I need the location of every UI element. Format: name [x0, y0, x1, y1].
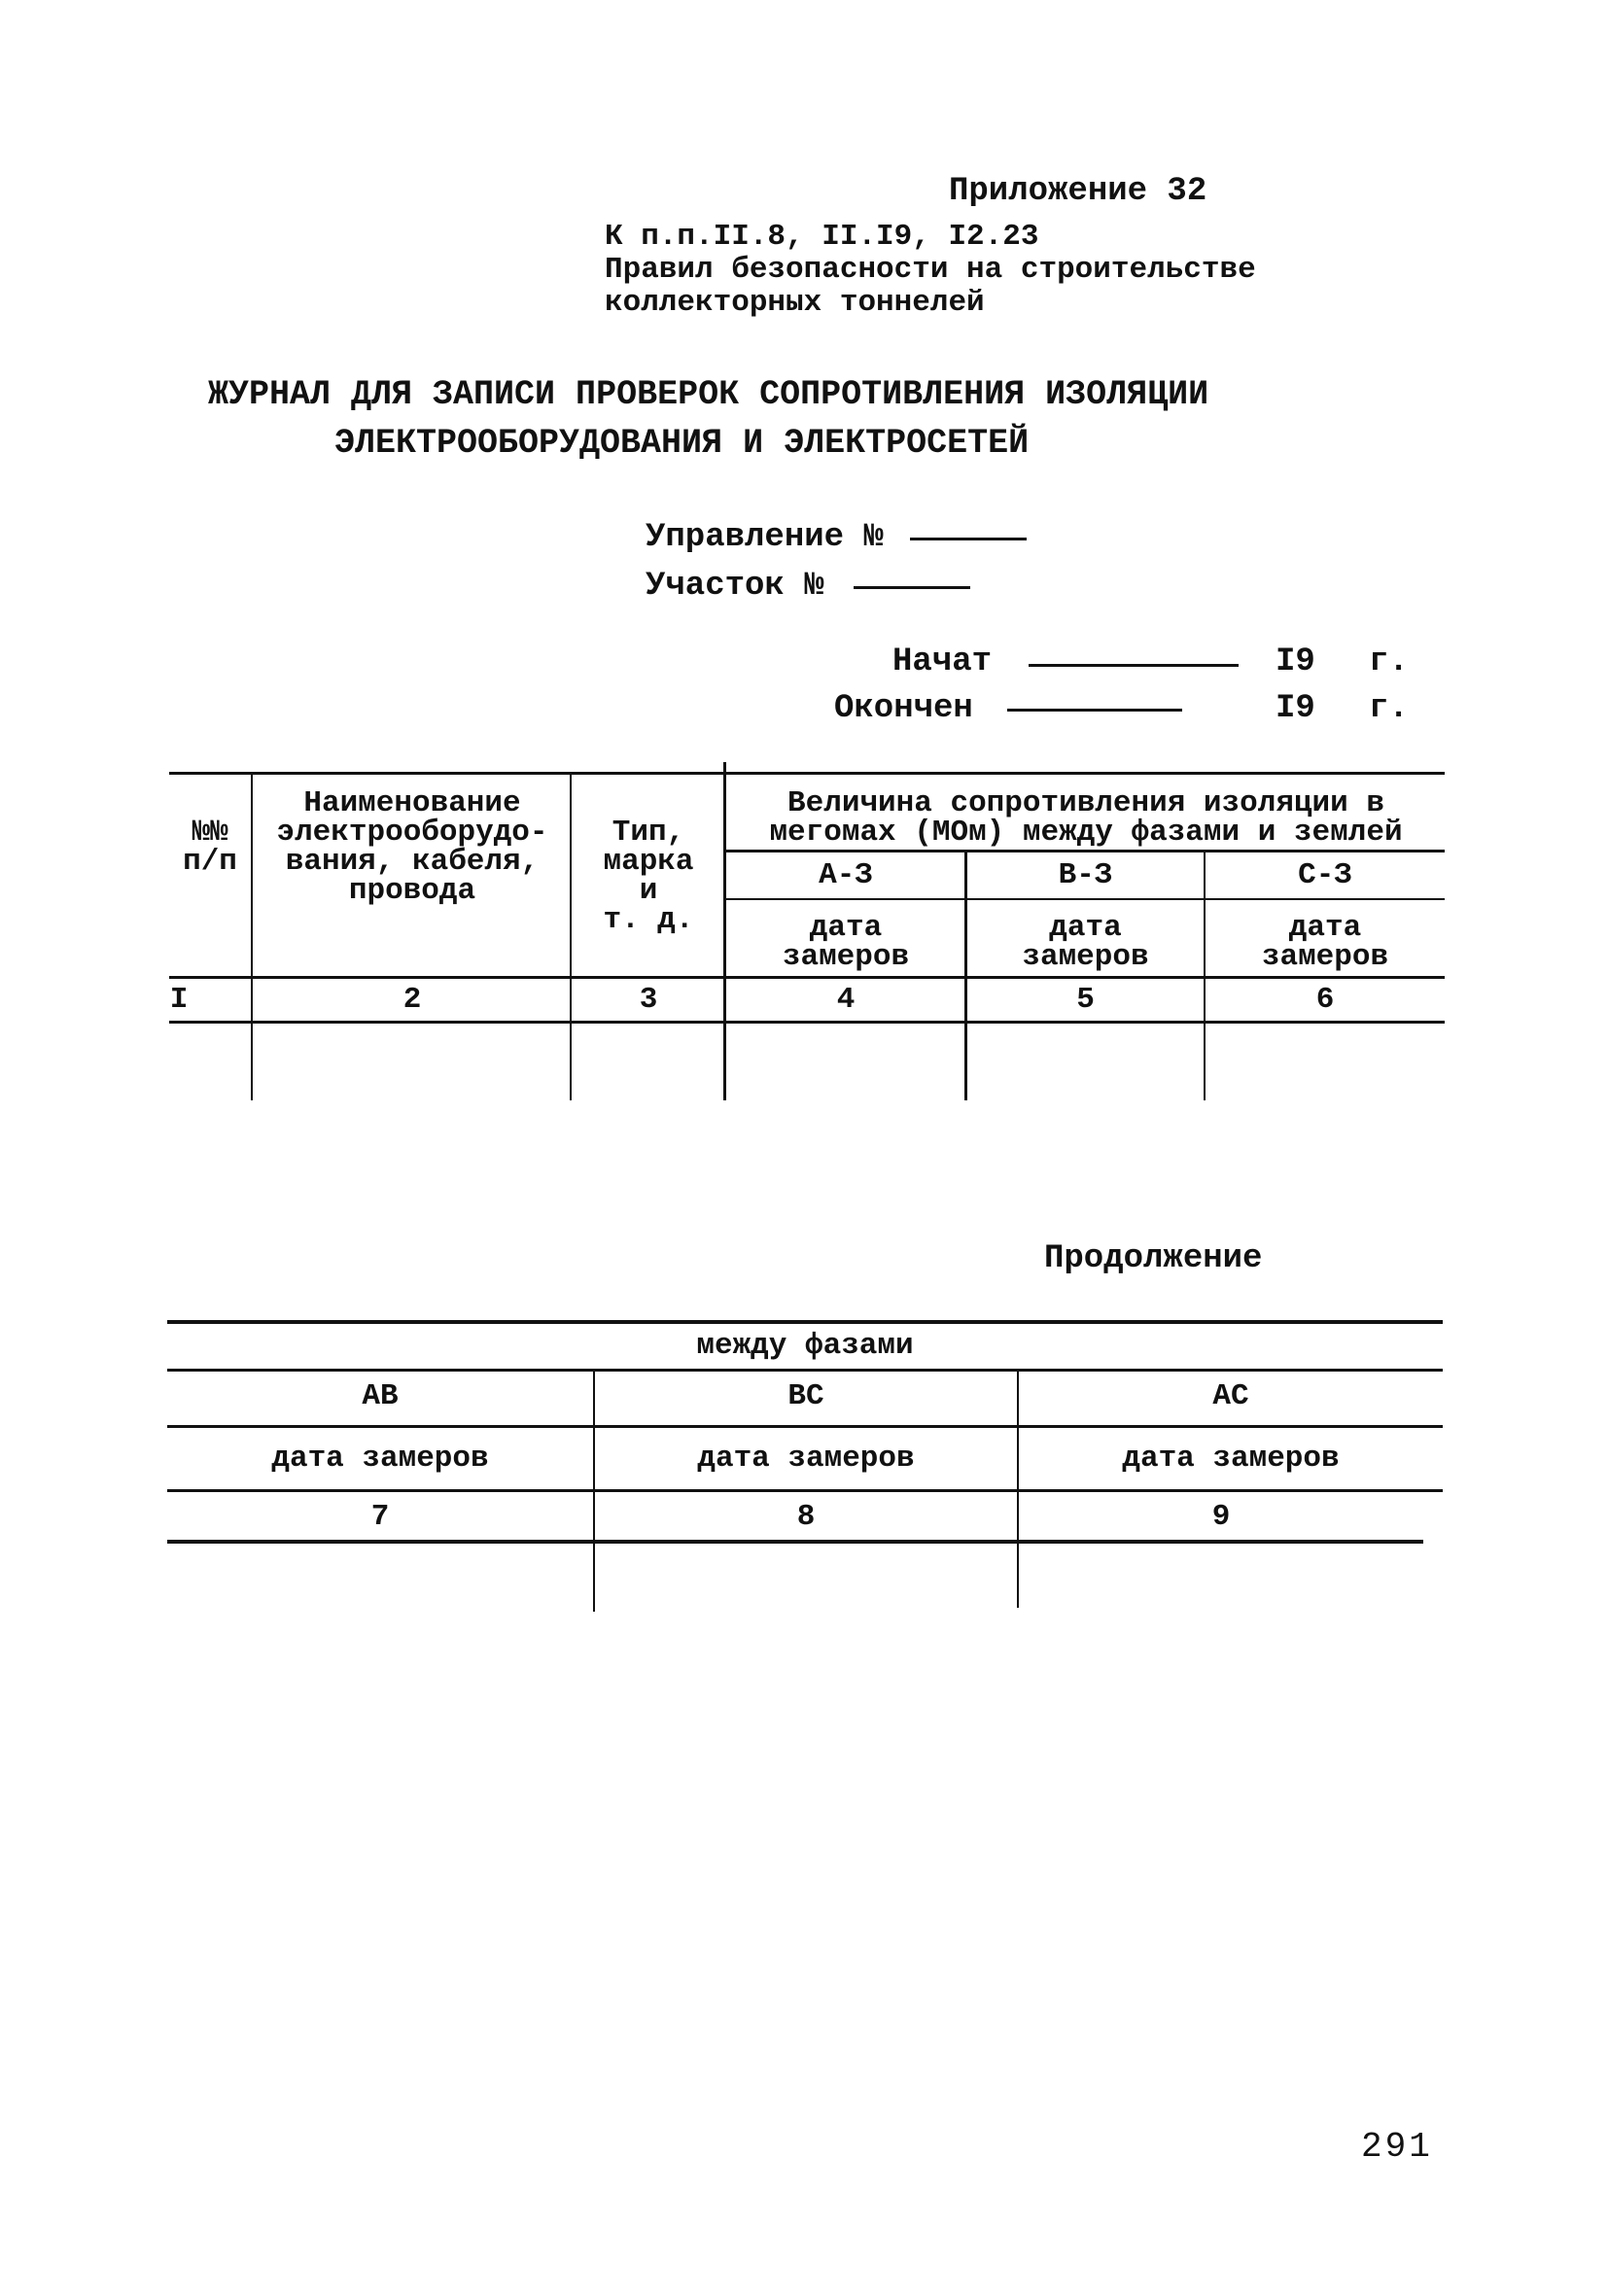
- management-label: Управление №: [646, 519, 884, 556]
- col-num-3: 3: [639, 983, 658, 1017]
- phase-ab: АВ: [362, 1379, 399, 1413]
- started-year-suffix: г.: [1369, 644, 1409, 680]
- phase-c-earth: С-З: [1298, 858, 1352, 892]
- phase-ac: АС: [1212, 1379, 1249, 1413]
- table1-phase-underline: [723, 898, 1445, 900]
- table1-numbers-bottom: [169, 1021, 1445, 1024]
- date-label-bc: дата замеров: [697, 1442, 915, 1476]
- col-number-header: №№ п/п: [183, 816, 237, 879]
- table2-top-border: [167, 1320, 1443, 1324]
- table1-header-bottom: [169, 976, 1445, 979]
- date-label-b: дата замеров: [1022, 911, 1149, 974]
- date-label-ab: дата замеров: [271, 1442, 489, 1476]
- reference-line-1: К п.п.II.8, II.I9, I2.23: [605, 220, 1039, 254]
- between-phases-header: между фазами: [696, 1329, 914, 1363]
- col-num-5: 5: [1076, 983, 1095, 1017]
- finished-label: Окончен: [834, 690, 973, 727]
- started-year-prefix: I9: [1276, 644, 1315, 680]
- finished-year-suffix: г.: [1369, 690, 1409, 727]
- document-title-line-2: ЭЛЕКТРООБОРУДОВАНИЯ И ЭЛЕКТРОСЕТЕЙ: [334, 424, 1030, 463]
- phase-b-earth: В-З: [1058, 858, 1113, 892]
- col-num-9: 9: [1211, 1500, 1231, 1534]
- date-label-a: дата замеров: [782, 911, 910, 974]
- col-num-7: 7: [370, 1500, 390, 1534]
- col-num-4: 4: [836, 983, 856, 1017]
- section-label: Участок №: [646, 568, 824, 605]
- started-label: Начат: [892, 644, 993, 680]
- table1-col-divider-1: [251, 772, 253, 1100]
- date-label-c: дата замеров: [1261, 911, 1389, 974]
- reference-line-2: Правил безопасности на строительстве: [605, 253, 1256, 287]
- table2-group-underline: [167, 1369, 1443, 1372]
- table1-group-underline: [723, 850, 1445, 852]
- continuation-label: Продолжение: [1044, 1240, 1263, 1277]
- phase-bc: ВС: [787, 1379, 824, 1413]
- reference-line-3: коллекторных тоннелей: [605, 286, 985, 320]
- phase-a-earth: А-З: [819, 858, 873, 892]
- table1-col-divider-2: [570, 772, 572, 1100]
- finished-blank: [1007, 709, 1182, 712]
- col-name-header: Наименование электрооборудо- вания, кабеля, провода: [276, 786, 548, 908]
- table2-numbers-bottom: [167, 1540, 1423, 1544]
- management-blank: [910, 538, 1027, 540]
- started-blank: [1029, 664, 1239, 667]
- date-label-ac: дата замеров: [1122, 1442, 1340, 1476]
- page-number: 291: [1361, 2127, 1433, 2167]
- finished-year-prefix: I9: [1276, 690, 1315, 727]
- table2-phase-underline: [167, 1425, 1443, 1428]
- table2-header-bottom: [167, 1489, 1443, 1492]
- col-num-1: I: [169, 983, 189, 1017]
- col-type-header: Тип, марка и т. д.: [603, 816, 694, 937]
- table1-col-divider-3: [723, 762, 726, 1100]
- document-title-line-1: ЖУРНАЛ ДЛЯ ЗАПИСИ ПРОВЕРОК СОПРОТИВЛЕНИЯ ИЗОЛЯЦИИ: [208, 375, 1209, 414]
- appendix-label: Приложение 32: [949, 173, 1207, 210]
- col-num-6: 6: [1315, 983, 1335, 1017]
- section-blank: [854, 586, 970, 589]
- col-num-2: 2: [402, 983, 422, 1017]
- resistance-group-header: Величина сопротивления изоляции в мегомах (МОм) между фазами и землей: [769, 786, 1403, 850]
- table1-top-border: [169, 772, 1445, 775]
- col-num-8: 8: [796, 1500, 816, 1534]
